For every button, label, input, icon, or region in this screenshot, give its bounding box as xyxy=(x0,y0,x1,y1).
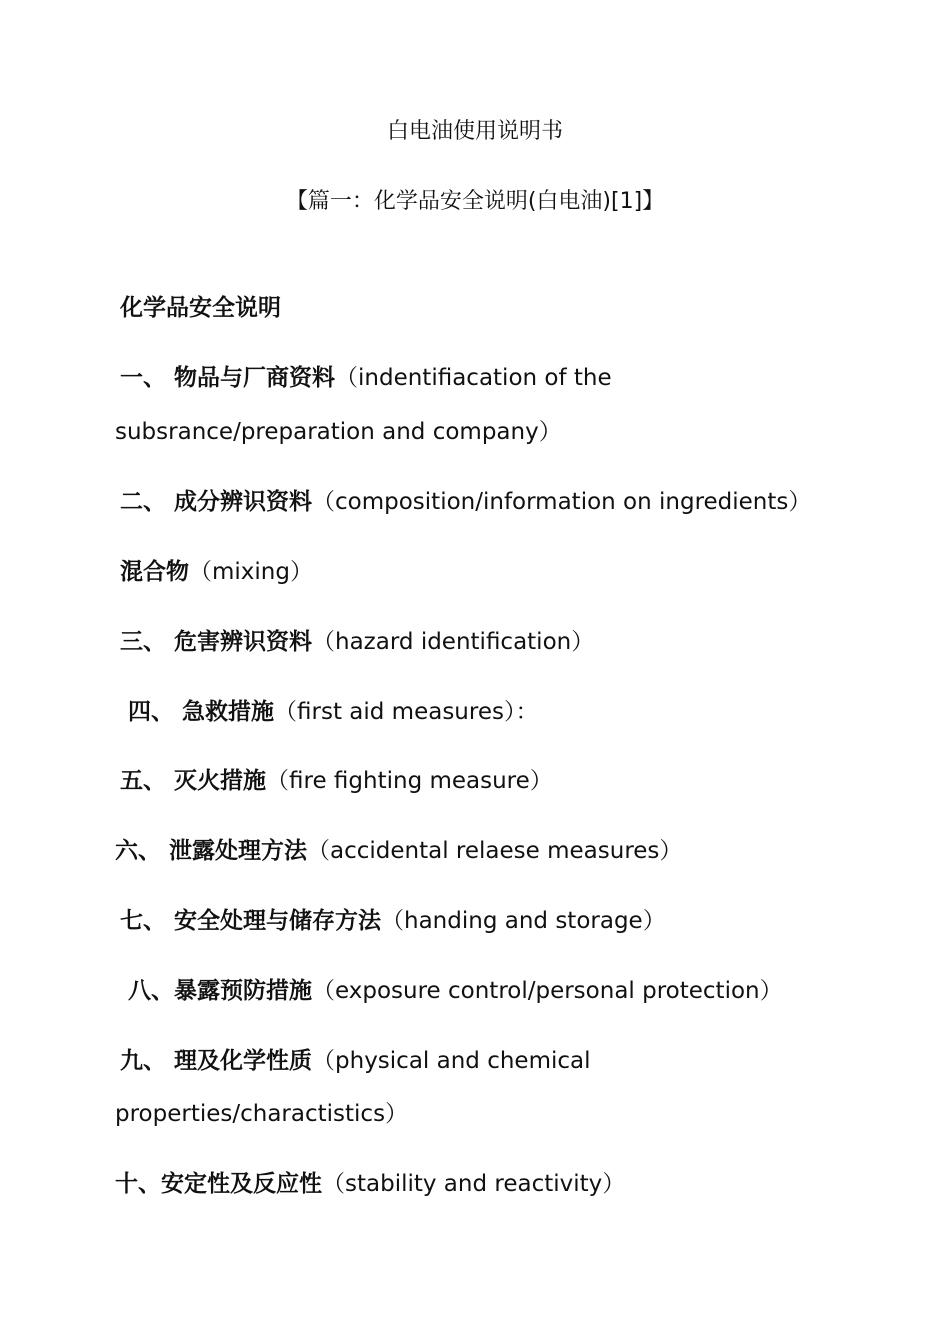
section-7 xyxy=(120,906,666,936)
section-6-zh: 六、 泄露处理方法 xyxy=(115,838,308,864)
section-6-en: （accidental relaese measures） xyxy=(307,838,683,864)
section-heading: 化学品安全说明 xyxy=(120,295,281,321)
section-3-en: （hazard identification） xyxy=(312,629,595,655)
section-4-zh: 四、 急救措施 xyxy=(128,699,275,725)
document-subtitle: 【篇一：化学品安全说明(白电油)[1]】 xyxy=(285,189,665,214)
section-5 xyxy=(120,766,553,796)
section-8-zh: 八、暴露预防措施 xyxy=(128,978,312,1004)
section-mixing-en: （mixing） xyxy=(189,559,313,585)
document-title: 白电油使用说明书 xyxy=(386,119,563,144)
section-9 xyxy=(120,1046,591,1076)
section-10 xyxy=(115,1169,625,1199)
section-4-en: （first aid measures）： xyxy=(274,699,539,725)
section-6 xyxy=(115,836,682,866)
section-3 xyxy=(120,627,594,657)
section-mixing xyxy=(120,557,313,587)
section-9-zh: 九、 理及化学性质 xyxy=(120,1048,313,1074)
section-9-continuation: properties/charactistics） xyxy=(115,1101,409,1127)
section-7-zh: 七、 安全处理与储存方法 xyxy=(120,908,382,934)
section-2-en: （composition/information on ingredients） xyxy=(312,489,812,515)
section-9-en: （physical and chemical xyxy=(312,1048,591,1074)
section-3-zh: 三、 危害辨识资料 xyxy=(120,629,313,655)
section-5-zh: 五、 灭火措施 xyxy=(120,768,267,794)
section-10-en: （stability and reactivity） xyxy=(322,1171,626,1197)
section-4 xyxy=(128,697,538,727)
section-1-en: （indentifiacation of the xyxy=(335,365,612,391)
section-8-en: （exposure control/personal protection） xyxy=(312,978,783,1004)
section-2-zh: 二、 成分辨识资料 xyxy=(120,489,313,515)
section-2 xyxy=(120,487,811,517)
section-1-continuation: subsrance/preparation and company） xyxy=(115,419,562,445)
section-1-zh: 一、 物品与厂商资料 xyxy=(120,365,336,391)
section-10-zh: 十、安定性及反应性 xyxy=(115,1171,322,1197)
section-5-en: （fire fighting measure） xyxy=(266,768,553,794)
section-7-en: （handing and storage） xyxy=(381,908,666,934)
section-mixing-zh: 混合物 xyxy=(120,559,189,585)
section-8 xyxy=(128,976,783,1006)
section-1 xyxy=(120,363,612,393)
